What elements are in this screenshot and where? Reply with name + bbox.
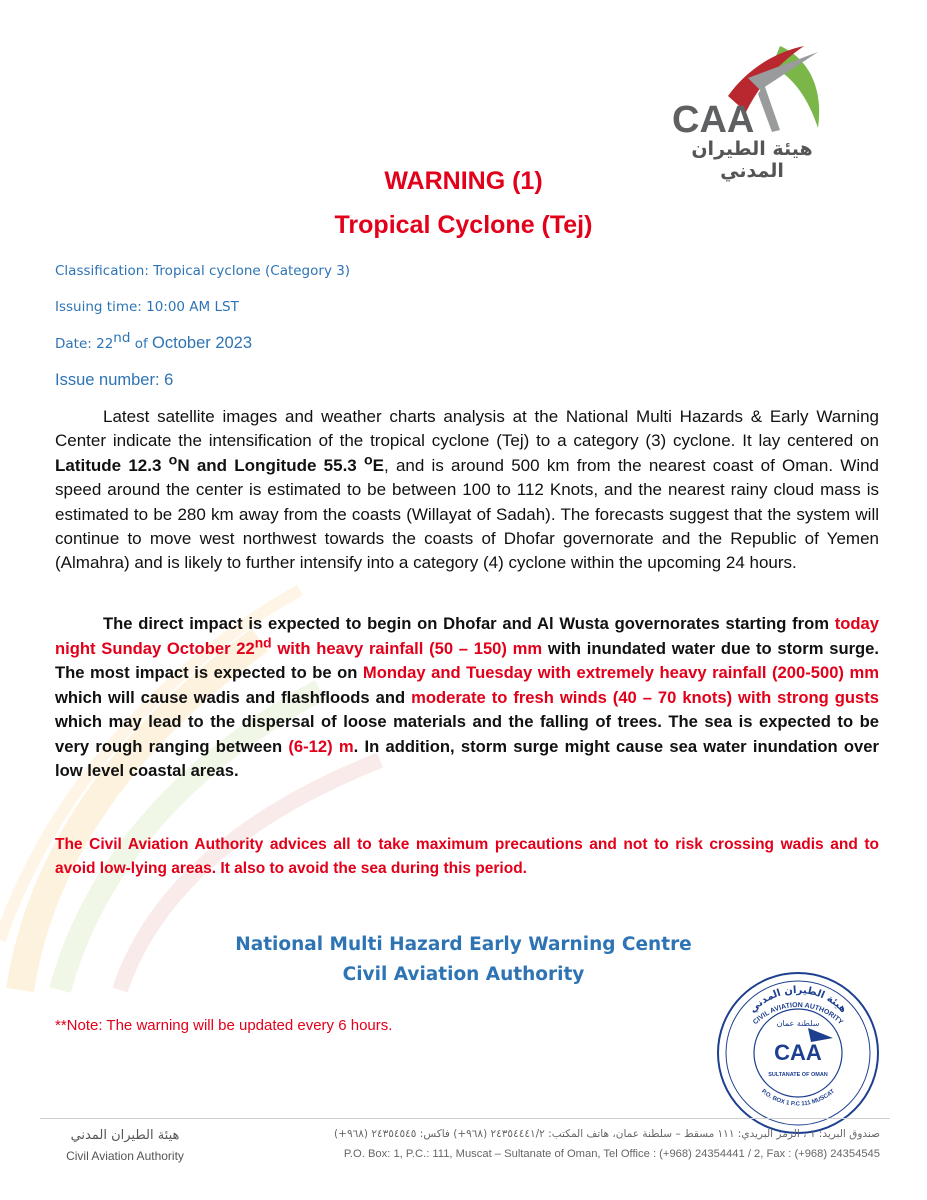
svg-text:هيئة الطيران المدني: هيئة الطيران المدني <box>747 984 849 1016</box>
impact-paragraph: The direct impact is expected to begin on Dhofar and Al Wusta governorates starting from today night Sunday October 22nd with heavy rainfall (50 – 150) mm with inundated water due to storm surge. The most impact is expected to be on Monday and Tuesday with extremely heavy rainfall (200-500) mm which will cause wadis and flashfloods and moderate to fresh winds (40 – 70 knots) with strong gusts which may lead to the dispersal of loose materials and the falling of trees. The sea is expected to be very rough ranging between (6-12) m. In addition, storm surge might cause sea water inundation over low level coastal areas. <box>55 614 880 780</box>
footer-address-arabic: صندوق البريد: ١ ، الرمز البريدي: ١١١ مسقط – سلطنة عمان، هاتف المكتب: ٢٤٣٥٤٤٤١/٢ (٩٦٨+) فاكس: ٢٤٣٥٤٥٤٥ (٩٦٨+) <box>334 1128 880 1140</box>
title-block <box>0 165 927 241</box>
stamp-caa: CAA <box>774 1040 822 1065</box>
cyclone-title: Tropical Cyclone (Tej) <box>334 211 593 239</box>
date-line: Date: 22nd of October 2023 <box>55 329 253 352</box>
footer-divider <box>40 1118 890 1119</box>
svg-text:سلطنة عمان: سلطنة عمان <box>776 1019 820 1028</box>
classification-line: Classification: Tropical cyclone (Category 3) <box>55 263 351 279</box>
footer-authority <box>40 1128 210 1163</box>
footer-address <box>300 1128 880 1160</box>
footer-address-english: P.O. Box: 1, P.C.: 111, Muscat – Sultanate of Oman, Tel Office : (+968) 24354441 / 2, Fax : (+968) 24354545 <box>343 1148 880 1160</box>
svg-text:P.O. BOX 1 P.C 111 MUSCAT: P.O. BOX 1 P.C 111 MUSCAT <box>760 1088 836 1108</box>
logo-text: CAA <box>672 99 755 141</box>
svg-text:SULTANATE OF OMAN: SULTANATE OF OMAN <box>768 1072 828 1078</box>
issuing-time-line: Issuing time: 10:00 AM LST <box>55 299 239 315</box>
issue-number-line: Issue number: 6 <box>55 371 174 389</box>
analysis-paragraph: Latest satellite images and weather charts analysis at the National Multi Hazards & Early Warning Center indicate the intensification of the tropical cyclone (Tej) to a category (3) cyclone. It lay centered on Latitude 12.3 $^o$N and Longitude 55.3 $^o$E, and is around 500 km from the nearest coast of Oman. Wind speed around the center is estimated to be between 100 to 112 Knots, and the nearest rainy cloud mass is estimated to be 280 km away from the coasts (Willayat of Sadah). The forecasts suggest that the system will continue to move west northwest towards the coasts of Dhofar governorate and the Republic of Yemen (Almahra) and is likely to further intensify into a category (4) cyclone within the upcoming 24 hours. <box>55 407 880 573</box>
signature-authority-name: Civil Aviation Authority <box>342 964 585 985</box>
footer-authority-arabic: هيئة الطيران المدني <box>70 1128 180 1143</box>
svg-text:CIVIL AVIATION AUTHORITY: CIVIL AVIATION AUTHORITY <box>751 1001 845 1027</box>
update-note: **Note: The warning will be updated every 6 hours. <box>55 1017 393 1034</box>
warning-title: WARNING (1) <box>384 167 543 195</box>
advice-paragraph: The Civil Aviation Authority advices all to take maximum precautions and not to risk crossing wadis and to avoid low-lying areas. It also to avoid the sea during this period. <box>55 836 879 877</box>
footer-authority-english: Civil Aviation Authority <box>66 1149 184 1163</box>
logo-arabic-text: هيئة الطيران المدني <box>691 138 813 182</box>
official-stamp <box>713 968 883 1138</box>
signature-centre-name: National Multi Hazard Early Warning Centre <box>235 934 692 955</box>
